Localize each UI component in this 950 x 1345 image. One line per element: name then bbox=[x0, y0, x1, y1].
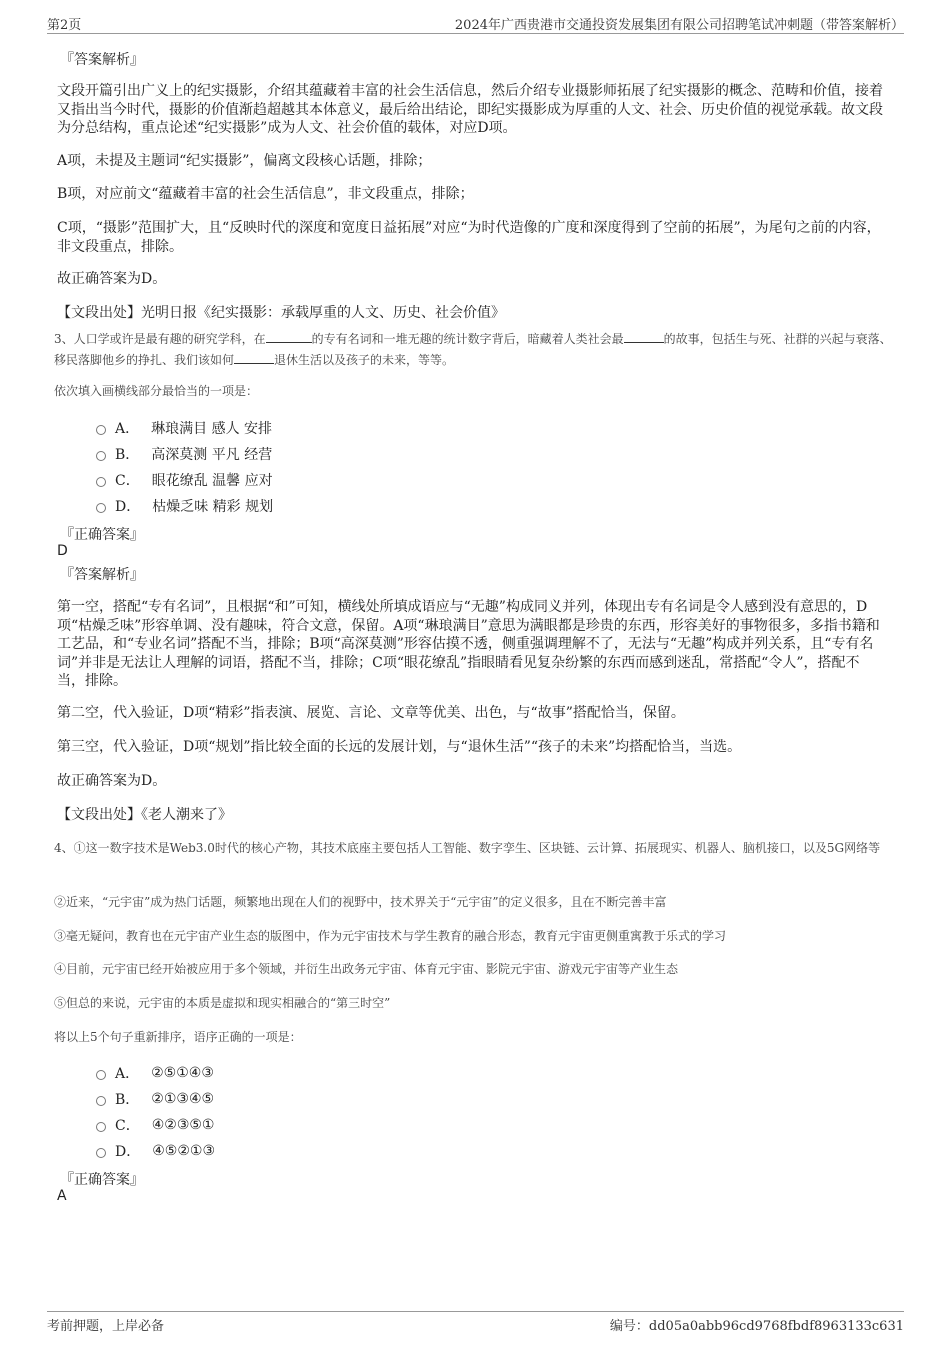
q3-source: 【文段出处】《老人潮来了》 bbox=[57, 807, 232, 823]
q2-analysis-para: A项，未提及主题词“纪实摄影”，偏离文段核心话题，排除； bbox=[57, 153, 432, 169]
q4-sentence: ③毫无疑问，教育也在元宇宙产业生态的版图中，作为元宇宙技术与学生教育的融合形态，教育元宇宙更侧重寓教于乐式的学习 bbox=[54, 929, 727, 943]
footer-slogan: 考前押题，上岸必备 bbox=[47, 1319, 165, 1334]
q3-analysis-label: 『答案解析』 bbox=[60, 567, 144, 583]
q3-answer: D bbox=[57, 543, 68, 559]
q3-option-c[interactable]: C． 眼花缭乱 温馨 应对 bbox=[96, 470, 273, 490]
q3-analysis-para: 第三空，代入验证，D项“规划”指比较全面的长远的发展计划，与“退休生活”“孩子的未来”均搭配恰当，当选。 bbox=[57, 739, 742, 755]
document-title: 2024年广西贵港市交通投资发展集团有限公司招聘笔试冲刺题（带答案解析） bbox=[454, 18, 904, 33]
q4-option-d[interactable]: D． ④⑤②①③ bbox=[96, 1141, 215, 1161]
radio-icon[interactable] bbox=[96, 451, 106, 461]
q3-stem-part: 3、人口学或许是最有趣的研究学科，在 bbox=[54, 332, 266, 346]
q2-analysis-para: C项，“摄影”范围扩大，且“反映时代的深度和宽度日益拓展”对应“为时代造像的广度和深度得到了空前的拓展”，为尾句之前的内容，非文段重点，排除。 bbox=[57, 220, 881, 255]
q4-prompt: 将以上5个句子重新排序，语序正确的一项是： bbox=[54, 1030, 302, 1044]
radio-icon[interactable] bbox=[96, 1122, 106, 1132]
q3-option-d[interactable]: D． 枯燥乏味 精彩 规划 bbox=[96, 496, 273, 516]
q3-stem-part: 退休生活以及孩子的未来，等等。 bbox=[274, 353, 455, 367]
q3-conclusion: 故正确答案为D。 bbox=[57, 773, 167, 789]
q2-analysis-para: 文段开篇引出广义上的纪实摄影，介绍其蕴藏着丰富的社会生活信息，然后介绍专业摄影师拓展了纪实摄影的概念、范畴和价值，接着又指出当今时代，摄影的价值渐趋超越其本体意义，最后给出结论，即纪实摄影成为厚重的人文、社会、历史价值的视觉承载。故文段为分总结构，重点论述“纪实摄影”成为人文、社会价值的载体，对应D项。 bbox=[57, 83, 883, 136]
radio-icon[interactable] bbox=[96, 503, 106, 513]
q3-analysis-para: 第一空，搭配“专有名词”，且根据“和”可知，横线处所填成语应与“无趣”构成同义并列，体现出专有名词是令人感到没有意思的，D项“枯燥乏味”形容单调、没有趣味，符合文意，保留。A项“琳琅满目”意思为满眼都是珍贵的东西，形容美好的事物很多，多指书籍和工艺品，和“专业名词”搭配不当，排除；B项“高深莫测”形容估摸不透，侧重强调理解不了，无法与“无趣”构成并列关系，且“专有名词”并非是无法让人理解的词语，搭配不当，排除；C项“眼花缭乱”指眼睛看见复杂纷繁的东西而感到迷乱，常搭配“令人”，搭配不当，排除。 bbox=[57, 599, 880, 689]
q3-stem bbox=[54, 329, 899, 371]
q3-stem-part: 的故事，包括生与死、社群的兴起与衰落、移民落脚他乡的挣扎、我们该如何 bbox=[54, 332, 892, 367]
q3-analysis-para: 第二空，代入验证，D项“精彩”指表演、展览、言论、文章等优美、出色，与“故事”搭配恰当，保留。 bbox=[57, 705, 685, 721]
q2-source: 【文段出处】光明日报《纪实摄影：承载厚重的人文、历史、社会价值》 bbox=[57, 305, 505, 321]
q4-option-a[interactable]: A． ②⑤①④③ bbox=[96, 1063, 214, 1083]
q3-option-b[interactable]: B． 高深莫测 平凡 经营 bbox=[96, 444, 272, 464]
q4-answer-label: 『正确答案』 bbox=[60, 1172, 144, 1188]
radio-icon[interactable] bbox=[96, 1148, 106, 1158]
radio-icon[interactable] bbox=[96, 425, 106, 435]
radio-icon[interactable] bbox=[96, 1096, 106, 1106]
blank-line bbox=[266, 331, 312, 343]
blank-line bbox=[624, 331, 664, 343]
q3-prompt: 依次填入画横线部分最恰当的一项是： bbox=[54, 384, 259, 398]
q3-answer-label: 『正确答案』 bbox=[60, 527, 144, 543]
q4-option-c[interactable]: C． ④②③⑤① bbox=[96, 1115, 214, 1135]
q4-sentence: ②近来，“元宇宙”成为热门话题，频繁地出现在人们的视野中，技术界关于“元宇宙”的定义很多，且在不断完善丰富 bbox=[54, 895, 667, 909]
page-header bbox=[47, 14, 904, 34]
radio-icon[interactable] bbox=[96, 477, 106, 487]
blank-line bbox=[234, 352, 274, 364]
radio-icon[interactable] bbox=[96, 1070, 106, 1080]
page-footer bbox=[47, 1311, 904, 1333]
page-number: 第2页 bbox=[47, 18, 82, 33]
q3-stem-part: 的专有名词和一堆无趣的统计数字背后，暗藏着人类社会最 bbox=[311, 332, 624, 346]
q4-sentence: ⑤但总的来说，元宇宙的本质是虚拟和现实相融合的“第三时空” bbox=[54, 996, 391, 1010]
q2-conclusion: 故正确答案为D。 bbox=[57, 271, 167, 287]
document-id: 编号：dd05a0abb96cd9768fbdf8963133c631 bbox=[609, 1319, 904, 1334]
q2-analysis-para: B项，对应前文“蕴藏着丰富的社会生活信息”，非文段重点，排除； bbox=[57, 186, 474, 202]
q4-option-b[interactable]: B． ②①③④⑤ bbox=[96, 1089, 214, 1109]
q4-sentence: 4、①这一数字技术是Web3.0时代的核心产物，其技术底座主要包括人工智能、数字孪生、区块链、云计算、拓展现实、机器人、脑机接口，以及5G网络等 bbox=[54, 841, 881, 855]
q3-option-a[interactable]: A． 琳琅满目 感人 安排 bbox=[96, 418, 272, 438]
q4-answer: A bbox=[57, 1188, 67, 1204]
q4-sentence: ④目前，元宇宙已经开始被应用于多个领域，并衍生出政务元宇宙、体育元宇宙、影院元宇宙、游戏元宇宙等产业生态 bbox=[54, 962, 679, 976]
q2-analysis-label: 『答案解析』 bbox=[60, 52, 144, 68]
